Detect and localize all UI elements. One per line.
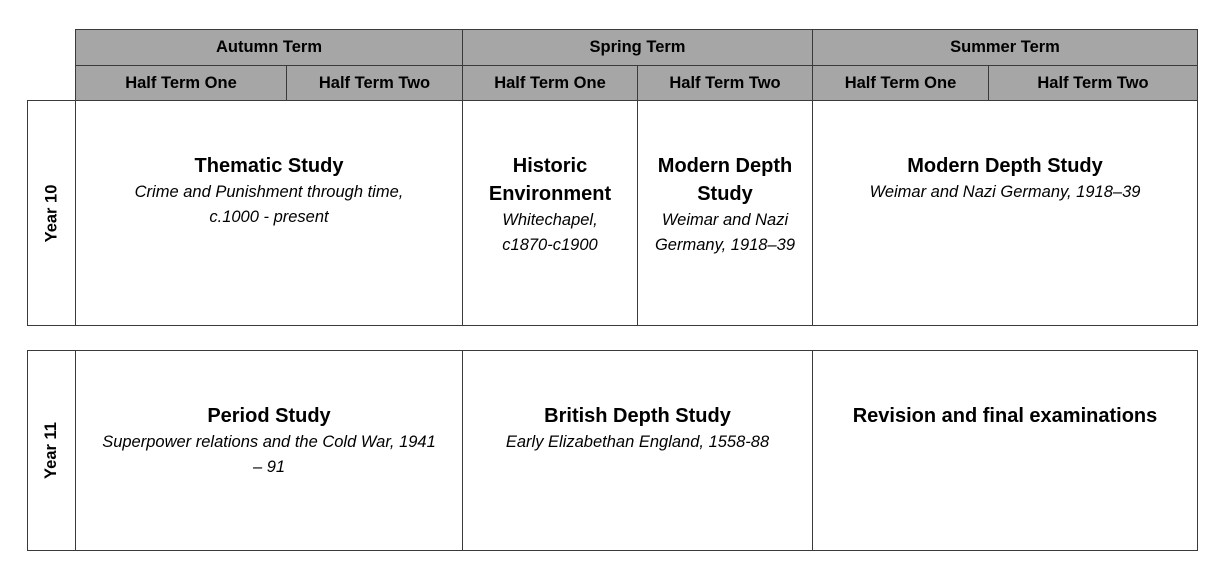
british-depth-study-cell [462, 350, 813, 551]
half-term-label: Half Term Two [669, 73, 781, 92]
modern-depth-study-subtitle: Weimar and Nazi Germany, 1918–39 [654, 211, 796, 254]
autumn-term-label: Autumn Term [215, 38, 323, 56]
revision-cell [812, 350, 1198, 551]
summer-half-term-two-header [988, 65, 1198, 101]
spring-half-term-two-header [637, 65, 813, 101]
revision-title: Revision and final examinations [852, 405, 1158, 427]
historic-environment-cell [462, 100, 638, 326]
spring-half-term-one-header [462, 65, 638, 101]
historic-environment-subtitle: Whitechapel, c1870-c1900 [502, 211, 598, 254]
spring-term-header [462, 29, 813, 66]
autumn-term-header [75, 29, 463, 66]
half-term-label: Half Term Two [318, 73, 431, 92]
modern-depth-study-subtitle: Weimar and Nazi Germany, 1918–39 [869, 183, 1141, 201]
year-11-label-cell [27, 350, 76, 551]
year-10-label: Year 10 [42, 184, 60, 242]
period-study-title: Period Study [207, 405, 331, 427]
modern-depth-study-title: Modern Depth Study [657, 155, 793, 205]
autumn-half-term-one-header [75, 65, 287, 101]
thematic-study-cell [75, 100, 463, 326]
modern-depth-study-spring-cell [637, 100, 813, 326]
summer-term-label: Summer Term [950, 38, 1060, 56]
thematic-study-subtitle: Crime and Punishment through time, c.1000 - present [134, 183, 404, 226]
year-10-label-cell [27, 100, 76, 326]
period-study-cell [75, 350, 463, 551]
half-term-label: Half Term One [844, 73, 957, 92]
historic-environment-title: Historic Environment [488, 155, 612, 205]
half-term-label: Half Term One [494, 73, 606, 92]
british-depth-study-title: British Depth Study [544, 405, 731, 427]
half-term-label: Half Term Two [1037, 73, 1149, 92]
spring-term-label: Spring Term [589, 38, 686, 56]
thematic-study-title: Thematic Study [194, 155, 344, 177]
half-term-label: Half Term One [125, 73, 237, 92]
modern-depth-study-title: Modern Depth Study [907, 155, 1103, 177]
year-11-label: Year 11 [42, 422, 60, 479]
british-depth-study-subtitle: Early Elizabethan England, 1558-88 [505, 433, 770, 451]
period-study-subtitle: Superpower relations and the Cold War, 1941 – 91 [102, 433, 436, 476]
modern-depth-study-summer-cell [812, 100, 1198, 326]
summer-term-header [812, 29, 1198, 66]
summer-half-term-one-header [812, 65, 989, 101]
autumn-half-term-two-header [286, 65, 463, 101]
